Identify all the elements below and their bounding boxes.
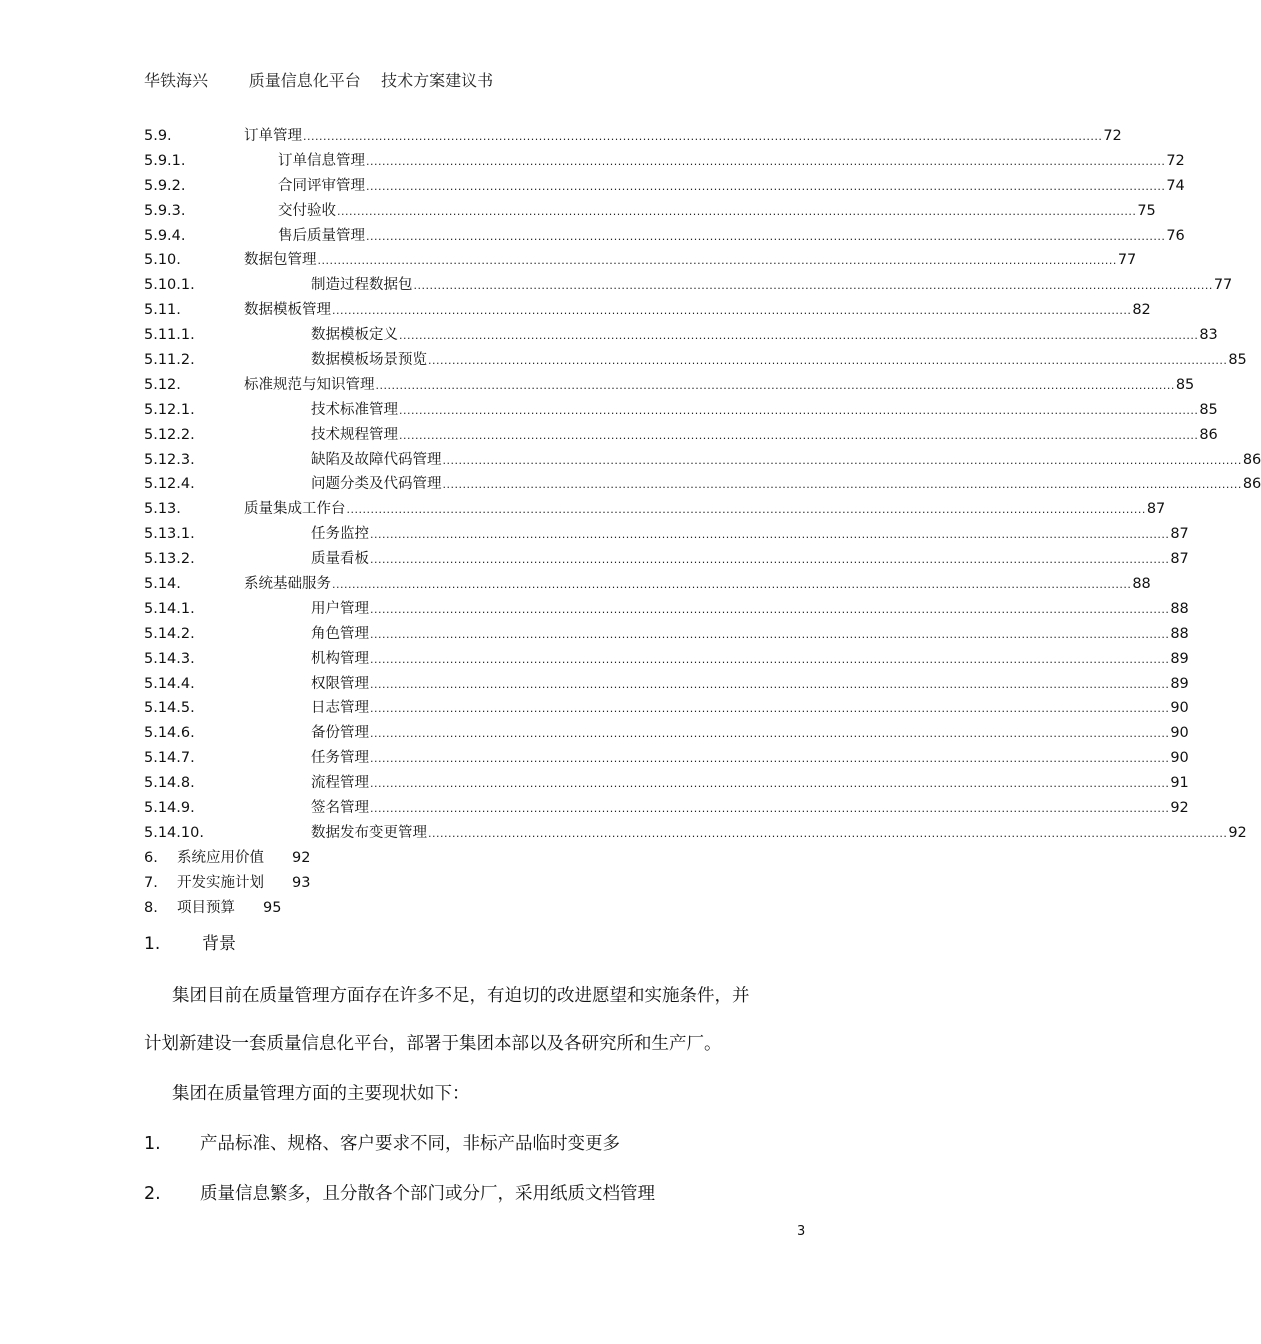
toc-entry-number: 5.14.3.	[144, 650, 195, 667]
toc-entry[interactable]	[144, 622, 1189, 647]
toc-leader-dots: ........................................................................................................................................................................................................	[366, 229, 1166, 243]
toc-leader-dots: ........................................................................................................................................................................................................	[370, 652, 1170, 666]
toc-entry-page: 74	[1166, 177, 1185, 194]
toc-entry-page: 82	[1132, 302, 1151, 319]
toc-leader-dots: ........................................................................................................................................................................................................	[399, 329, 1199, 343]
toc-entry-page: 92	[1228, 824, 1247, 841]
toc-entry-page: 93	[292, 874, 311, 891]
toc-entry-title: 数据包管理	[244, 248, 318, 273]
toc-entry[interactable]	[144, 423, 1218, 448]
toc-leader-dots: ........................................................................................................................................................................................................	[399, 403, 1199, 417]
toc-entry-page: 90	[1170, 700, 1189, 717]
toc-leader-dots: ........................................................................................................................................................................................................	[442, 478, 1242, 492]
toc-entry-title: 用户管理	[311, 597, 370, 622]
toc-leader-dots: ........................................................................................................................................................................................................	[399, 428, 1199, 442]
toc-entry-number: 5.12.1.	[144, 401, 195, 418]
header-document: 质量信息化平台	[248, 71, 361, 90]
toc-leader-dots: ........................................................................................................................................................................................................	[370, 627, 1170, 641]
toc-entry-number: 5.9.3.	[144, 202, 186, 219]
toc-entry-title: 技术标准管理	[311, 398, 399, 423]
toc-entry-title: 权限管理	[311, 672, 370, 697]
toc-entry-number: 5.13.	[144, 501, 181, 518]
section-number: 1.	[144, 934, 161, 954]
toc-entry[interactable]	[144, 174, 1185, 199]
toc-entry-title: 数据发布变更管理	[311, 821, 428, 846]
toc-leader-dots: ........................................................................................................................................................................................................	[370, 777, 1170, 791]
toc-entry-number: 5.12.2.	[144, 426, 195, 443]
header-doctype: 技术方案建议书	[381, 71, 494, 90]
toc-entry[interactable]	[144, 572, 1151, 597]
toc-entry-page: 87	[1170, 551, 1189, 568]
toc-entry[interactable]	[144, 298, 1151, 323]
toc-entry-number: 5.9.1.	[144, 152, 186, 169]
page-header	[144, 68, 493, 91]
toc-leader-dots: ........................................................................................................................................................................................................	[346, 503, 1146, 517]
toc-entry-title: 角色管理	[311, 622, 370, 647]
toc-entry-page: 91	[1170, 775, 1189, 792]
toc-entry-title: 技术规程管理	[311, 423, 399, 448]
section-title: 背景	[202, 934, 236, 954]
toc-entry[interactable]	[144, 896, 806, 921]
toc-entry-number: 5.14.1.	[144, 600, 195, 617]
toc-entry-number: 5.14.7.	[144, 750, 195, 767]
toc-leader-dots: ........................................................................................................................................................................................................	[375, 378, 1175, 392]
toc-entry[interactable]	[144, 398, 1218, 423]
toc-leader-dots: ........................................................................................................................................................................................................	[370, 553, 1170, 567]
toc-entry-page: 72	[1166, 152, 1185, 169]
toc-entry[interactable]	[144, 149, 1185, 174]
toc-entry-number: 5.14.8.	[144, 775, 195, 792]
toc-entry-title: 交付验收	[278, 199, 337, 224]
toc-entry[interactable]	[144, 647, 1189, 672]
toc-entry-title: 制造过程数据包	[311, 273, 414, 298]
toc-leader-dots: ........................................................................................................................................................................................................	[332, 304, 1132, 318]
toc-entry-number: 5.11.2.	[144, 352, 195, 369]
toc-entry[interactable]	[144, 821, 1247, 846]
toc-entry-title: 系统基础服务	[244, 572, 332, 597]
toc-entry[interactable]	[144, 696, 1189, 721]
toc-entry-title: 项目预算	[177, 899, 235, 916]
toc-entry-page: 77	[1213, 277, 1233, 294]
toc-entry-page: 86	[1242, 451, 1261, 468]
toc-entry-page: 76	[1166, 227, 1185, 244]
toc-entry[interactable]	[144, 248, 1137, 273]
page-number: 3	[797, 1224, 806, 1239]
toc-entry[interactable]	[144, 746, 1189, 771]
toc-entry-page: 87	[1146, 501, 1166, 518]
toc-entry-number: 5.14.5.	[144, 700, 195, 717]
toc-entry-number: 5.9.2.	[144, 177, 186, 194]
toc-entry-page: 83	[1199, 327, 1218, 344]
table-of-contents	[144, 124, 1261, 921]
toc-entry-page: 90	[1170, 750, 1189, 767]
toc-entry-page: 85	[1228, 352, 1247, 369]
toc-entry-title: 数据模板管理	[244, 298, 332, 323]
toc-entry-number: 8.	[144, 899, 158, 916]
toc-entry[interactable]	[144, 771, 1189, 796]
toc-entry-title: 售后质量管理	[278, 224, 366, 249]
toc-leader-dots: ........................................................................................................................................................................................................	[366, 179, 1166, 193]
toc-entry-number: 5.13.2.	[144, 551, 195, 568]
toc-entry-page: 89	[1170, 650, 1189, 667]
toc-leader-dots: ........................................................................................................................................................................................................	[442, 453, 1242, 467]
paragraph: 集团在质量管理方面的主要现状如下：	[172, 1084, 470, 1104]
toc-entry-number: 5.12.4.	[144, 476, 195, 493]
toc-entry-page: 92	[1170, 800, 1189, 817]
toc-entry-title: 任务管理	[311, 746, 370, 771]
toc-entry[interactable]	[144, 273, 1233, 298]
toc-entry-title: 合同评审管理	[278, 174, 366, 199]
toc-entry-number: 7.	[144, 874, 158, 891]
toc-leader-dots: ........................................................................................................................................................................................................	[303, 130, 1103, 143]
toc-entry-title: 日志管理	[311, 696, 370, 721]
toc-entry[interactable]	[144, 522, 1189, 547]
toc-entry[interactable]	[144, 448, 1261, 473]
toc-entry-number: 5.14.4.	[144, 675, 195, 692]
toc-entry-number: 5.12.3.	[144, 451, 195, 468]
toc-entry-page: 90	[1170, 725, 1189, 742]
list-item-number: 2.	[144, 1184, 161, 1204]
toc-entry-page: 88	[1170, 600, 1189, 617]
toc-entry-number: 6.	[144, 849, 158, 866]
toc-entry-page: 95	[263, 899, 282, 916]
toc-entry-number: 5.11.1.	[144, 327, 195, 344]
toc-entry[interactable]	[144, 672, 1189, 697]
toc-entry-title: 问题分类及代码管理	[311, 472, 443, 497]
toc-entry[interactable]	[144, 597, 1189, 622]
toc-entry-number: 5.14.6.	[144, 725, 195, 742]
toc-entry[interactable]	[144, 547, 1189, 572]
toc-entry-page: 75	[1137, 202, 1156, 219]
toc-entry[interactable]	[144, 323, 1218, 348]
toc-entry-title: 备份管理	[311, 721, 370, 746]
toc-entry-page: 85	[1175, 376, 1195, 393]
toc-entry-number: 5.13.1.	[144, 526, 195, 543]
toc-leader-dots: ........................................................................................................................................................................................................	[370, 528, 1170, 542]
toc-entry-page: 85	[1199, 401, 1218, 418]
toc-entry-number: 5.11.	[144, 302, 181, 319]
toc-entry-title: 订单管理	[244, 124, 303, 149]
toc-entry[interactable]	[144, 199, 1156, 224]
toc-entry-title: 签名管理	[311, 796, 370, 821]
toc-leader-dots: ........................................................................................................................................................................................................	[317, 254, 1117, 268]
toc-entry[interactable]	[144, 124, 1122, 149]
paragraph-line: 计划新建设一套质量信息化平台，部署于集团本部以及各研究所和生产厂。	[144, 1034, 722, 1054]
toc-entry-title: 质量看板	[311, 547, 370, 572]
toc-entry-title: 系统应用价值	[177, 849, 264, 866]
toc-leader-dots: ........................................................................................................................................................................................................	[370, 602, 1170, 616]
toc-leader-dots: ........................................................................................................................................................................................................	[366, 154, 1166, 168]
toc-leader-dots: ........................................................................................................................................................................................................	[428, 354, 1228, 368]
toc-entry-page: 89	[1170, 675, 1189, 692]
toc-entry[interactable]	[144, 373, 1195, 398]
toc-leader-dots: ........................................................................................................................................................................................................	[332, 578, 1132, 592]
toc-entry-title: 数据模板场景预览	[311, 348, 428, 373]
toc-entry-page: 87	[1170, 526, 1189, 543]
toc-entry-title: 数据模板定义	[311, 323, 399, 348]
toc-entry-number: 5.14.10.	[144, 824, 204, 841]
toc-entry-page: 77	[1117, 252, 1137, 269]
toc-entry-page: 88	[1132, 576, 1151, 593]
toc-leader-dots: ........................................................................................................................................................................................................	[370, 677, 1170, 691]
toc-entry-number: 5.9.4.	[144, 227, 186, 244]
toc-entry[interactable]	[144, 497, 1166, 522]
toc-entry-title: 标准规范与知识管理	[244, 373, 376, 398]
toc-leader-dots: ........................................................................................................................................................................................................	[370, 752, 1170, 766]
toc-entry-number: 5.9.	[144, 128, 172, 144]
toc-entry-page: 86	[1242, 476, 1261, 493]
list-item-text: 质量信息繁多，且分散各个部门或分厂，采用纸质文档管理	[200, 1184, 655, 1204]
toc-entry-number: 5.14.2.	[144, 625, 195, 642]
toc-entry[interactable]	[144, 871, 806, 896]
toc-entry[interactable]	[144, 796, 1189, 821]
toc-entry[interactable]	[144, 846, 806, 871]
toc-leader-dots: ........................................................................................................................................................................................................	[370, 727, 1170, 741]
toc-entry-number: 5.10.1.	[144, 277, 195, 294]
toc-entry-number: 5.10.	[144, 252, 181, 269]
list-item-text: 产品标准、规格、客户要求不同，非标产品临时变更多	[200, 1134, 620, 1154]
toc-leader-dots: ........................................................................................................................................................................................................	[337, 204, 1137, 218]
toc-entry-number: 5.14.	[144, 576, 181, 593]
toc-leader-dots: ........................................................................................................................................................................................................	[413, 279, 1213, 293]
list-item-number: 1.	[144, 1134, 161, 1154]
toc-entry-number: 5.12.	[144, 376, 181, 393]
toc-entry-page: 88	[1170, 625, 1189, 642]
toc-entry-title: 流程管理	[311, 771, 370, 796]
toc-leader-dots: ........................................................................................................................................................................................................	[370, 802, 1170, 816]
toc-leader-dots: ........................................................................................................................................................................................................	[428, 826, 1228, 840]
toc-entry-title: 机构管理	[311, 647, 370, 672]
paragraph-line: 集团目前在质量管理方面存在许多不足，有迫切的改进愿望和实施条件，并	[172, 986, 750, 1006]
toc-entry[interactable]	[144, 348, 1247, 373]
toc-entry[interactable]	[144, 721, 1189, 746]
toc-entry-title: 质量集成工作台	[244, 497, 347, 522]
toc-entry-page: 72	[1103, 128, 1122, 144]
header-company: 华铁海兴	[144, 71, 209, 90]
toc-entry[interactable]	[144, 224, 1185, 249]
toc-leader-dots: ........................................................................................................................................................................................................	[370, 702, 1170, 716]
toc-entry-title: 任务监控	[311, 522, 370, 547]
toc-entry-page: 92	[292, 849, 311, 866]
toc-entry-page: 86	[1199, 426, 1218, 443]
toc-entry[interactable]	[144, 472, 1261, 497]
toc-entry-title: 订单信息管理	[278, 149, 366, 174]
toc-entry-number: 5.14.9.	[144, 800, 195, 817]
toc-entry-title: 缺陷及故障代码管理	[311, 448, 443, 473]
toc-entry-title: 开发实施计划	[177, 874, 264, 891]
